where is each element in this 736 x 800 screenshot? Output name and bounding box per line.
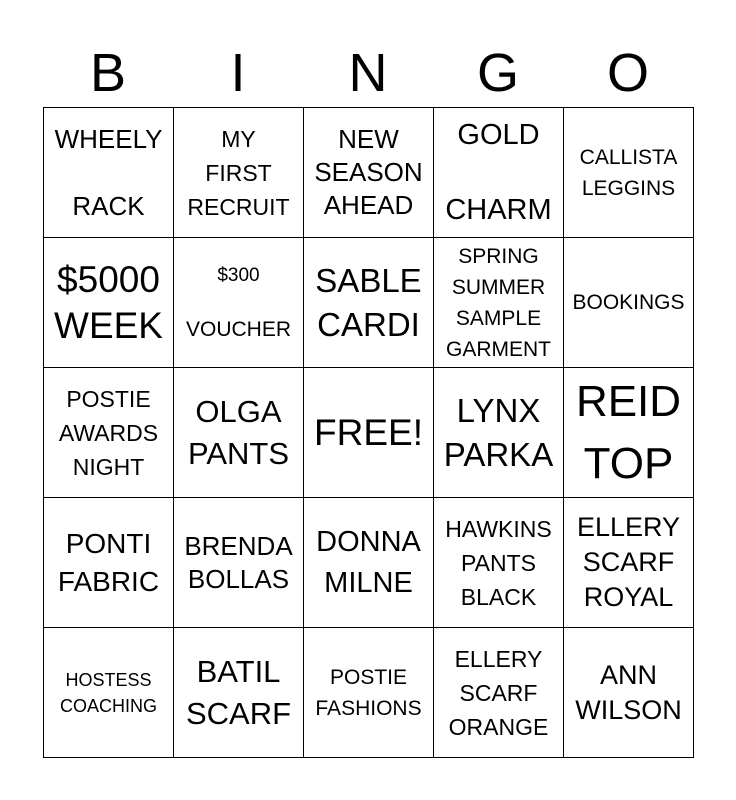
cell-text: CALLISTA (579, 145, 678, 169)
cell-text: VOUCHER (185, 317, 291, 341)
bingo-cell-o2[interactable] (564, 238, 694, 368)
board-row-1 (44, 108, 694, 238)
header-letter-i: I (230, 43, 246, 103)
cell-text: $300 (217, 264, 260, 286)
cell-text: COACHING (59, 695, 157, 716)
cell-text: DONNA (316, 525, 421, 558)
bingo-cell-n2[interactable] (304, 238, 434, 368)
bingo-cell-n3-free[interactable] (304, 368, 434, 498)
cell-text: ORANGE (448, 713, 549, 740)
cell-text: POSTIE (66, 385, 151, 412)
bingo-cell-n5[interactable] (304, 628, 434, 758)
header-letter-g: G (476, 43, 519, 103)
bingo-cell-o1[interactable] (564, 108, 694, 238)
cell-text: HAWKINS (445, 515, 552, 542)
cell-text: SEASON (314, 157, 423, 187)
cell-text: WEEK (54, 304, 163, 346)
cell-text: POSTIE (329, 665, 408, 689)
cell-text: BOLLAS (187, 563, 290, 594)
cell-text: TOP (583, 438, 674, 488)
cell-text: RECRUIT (187, 193, 290, 220)
cell-text: OLGA (195, 393, 282, 429)
cell-text: FIRST (205, 159, 272, 186)
cell-text: ANN (599, 659, 657, 690)
cell-text: SPRING (458, 244, 539, 268)
cell-text: SUMMER (451, 275, 546, 299)
cell-text: BLACK (460, 583, 537, 610)
bingo-cell-o5[interactable] (564, 628, 694, 758)
cell-text: WILSON (575, 694, 682, 725)
header-letter-n: N (348, 43, 388, 103)
cell-text: PONTI (65, 527, 152, 559)
bingo-header (43, 40, 693, 106)
cell-text: MY (221, 125, 256, 152)
bingo-cell-g1[interactable] (434, 108, 564, 238)
cell-text: GARMENT (446, 337, 551, 361)
cell-text: FASHIONS (315, 696, 422, 720)
cell-text: WHEELY (54, 123, 163, 154)
cell-text: CARDI (317, 305, 420, 343)
cell-text: NIGHT (72, 453, 145, 480)
bingo-cell-i5[interactable] (174, 628, 304, 758)
bingo-cell-b3[interactable] (44, 368, 174, 498)
cell-text: RACK (72, 190, 145, 221)
cell-text: ROYAL (583, 582, 674, 612)
cell-text: ELLERY (454, 645, 543, 672)
cell-text: BATIL (196, 653, 281, 689)
bingo-cell-i2[interactable] (174, 238, 304, 368)
cell-text: LYNX (456, 391, 541, 429)
cell-text: SCARF (459, 679, 538, 706)
bingo-cell-g2[interactable] (434, 238, 564, 368)
bingo-cell-b1[interactable] (44, 108, 174, 238)
bingo-cell-b5[interactable] (44, 628, 174, 758)
bingo-cell-n4[interactable] (304, 498, 434, 628)
board-row-4 (44, 498, 694, 628)
board-row-3 (44, 368, 694, 498)
bingo-cell-g3[interactable] (434, 368, 564, 498)
cell-text: HOSTESS (65, 669, 152, 690)
bingo-cell-g4[interactable] (434, 498, 564, 628)
cell-text: LEGGINS (581, 176, 676, 200)
cell-text: REID (575, 376, 682, 426)
cell-text: SCARF (582, 547, 675, 577)
bingo-cell-i1[interactable] (174, 108, 304, 238)
cell-text: PARKA (443, 435, 554, 473)
cell-text: $5000 (57, 258, 160, 300)
cell-text: SABLE (315, 261, 422, 299)
bingo-cell-b2[interactable] (44, 238, 174, 368)
cell-text: BOOKINGS (572, 291, 685, 314)
header-letter-o: O (606, 43, 649, 103)
cell-text: AWARDS (58, 419, 159, 446)
bingo-cell-n1[interactable] (304, 108, 434, 238)
header-letter-b: B (89, 43, 127, 103)
cell-text: MILNE (324, 566, 413, 599)
bingo-cell-i3[interactable] (174, 368, 304, 498)
board-row-2 (44, 238, 694, 368)
free-space-label: FREE! (314, 411, 423, 453)
cell-text: SAMPLE (455, 306, 542, 330)
cell-text: ELLERY (576, 512, 681, 542)
cell-text: BRENDA (184, 530, 293, 561)
cell-text: FABRIC (57, 565, 160, 597)
bingo-board (43, 107, 694, 758)
bingo-cell-g5[interactable] (434, 628, 564, 758)
board-row-5 (44, 628, 694, 758)
bingo-cell-i4[interactable] (174, 498, 304, 628)
bingo-cell-o4[interactable] (564, 498, 694, 628)
cell-text: GOLD (457, 118, 540, 151)
cell-text: SCARF (185, 695, 292, 731)
bingo-cell-b4[interactable] (44, 498, 174, 628)
cell-text: PANTS (461, 549, 536, 576)
cell-text: PANTS (187, 435, 290, 471)
cell-text: CHARM (445, 193, 552, 226)
bingo-cell-o3[interactable] (564, 368, 694, 498)
cell-text: NEW (338, 124, 399, 154)
cell-text: AHEAD (323, 190, 414, 220)
